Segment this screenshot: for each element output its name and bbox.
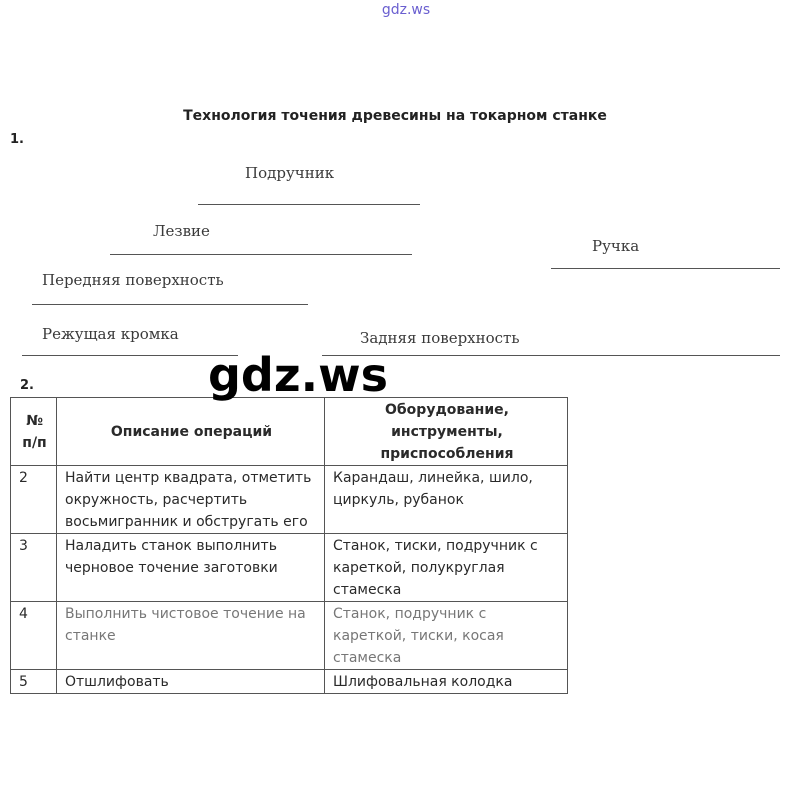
table-row bbox=[11, 534, 568, 602]
answer-line-back-surface bbox=[322, 355, 780, 356]
row-number: 4 bbox=[11, 602, 57, 670]
label-blade: Лезвие bbox=[153, 222, 210, 240]
row-equipment: Станок, тиски, подручник с кареткой, полукруглая стамеска bbox=[325, 534, 568, 602]
answer-line-blade bbox=[110, 254, 412, 255]
row-description: Отшлифовать bbox=[57, 670, 325, 694]
header-description: Описание операций bbox=[57, 398, 325, 466]
answer-line-handle bbox=[551, 268, 780, 269]
row-equipment: Станок, подручник с кареткой, тиски, косая стамеска bbox=[325, 602, 568, 670]
site-watermark-large: gdz.ws bbox=[208, 348, 388, 402]
answer-line-cutting-edge bbox=[22, 355, 238, 356]
table-row bbox=[11, 602, 568, 670]
page-title: Технология точения древесины на токарном станке bbox=[183, 108, 607, 124]
row-description: Выполнить чистовое точение на станке bbox=[57, 602, 325, 670]
answer-line-handrest bbox=[198, 204, 420, 205]
label-front-surface: Передняя поверхность bbox=[42, 271, 224, 289]
section-1-number: 1. bbox=[10, 132, 24, 147]
operations-table bbox=[10, 397, 568, 694]
table-row bbox=[11, 670, 568, 694]
site-watermark-link[interactable]: gdz.ws bbox=[381, 2, 431, 18]
label-cutting-edge: Режущая кромка bbox=[42, 325, 179, 343]
label-back-surface: Задняя поверхность bbox=[360, 329, 520, 347]
row-description: Наладить станок выполнить черновое точение заготовки bbox=[57, 534, 325, 602]
table-header-row bbox=[11, 398, 568, 466]
header-number: № п/п bbox=[11, 398, 57, 466]
label-handrest: Подручник bbox=[245, 164, 335, 182]
row-number: 2 bbox=[11, 466, 57, 534]
section-2-number: 2. bbox=[20, 378, 34, 393]
table-row bbox=[11, 466, 568, 534]
header-equipment: Оборудование, инструменты, приспособления bbox=[325, 398, 568, 466]
label-handle: Ручка bbox=[592, 237, 640, 255]
answer-line-front-surface bbox=[32, 304, 308, 305]
row-number: 3 bbox=[11, 534, 57, 602]
row-equipment: Шлифовальная колодка bbox=[325, 670, 568, 694]
row-equipment: Карандаш, линейка, шило, циркуль, рубанок bbox=[325, 466, 568, 534]
row-number: 5 bbox=[11, 670, 57, 694]
row-description: Найти центр квадрата, отметить окружность, расчертить восьмигранник и обстругать его bbox=[57, 466, 325, 534]
